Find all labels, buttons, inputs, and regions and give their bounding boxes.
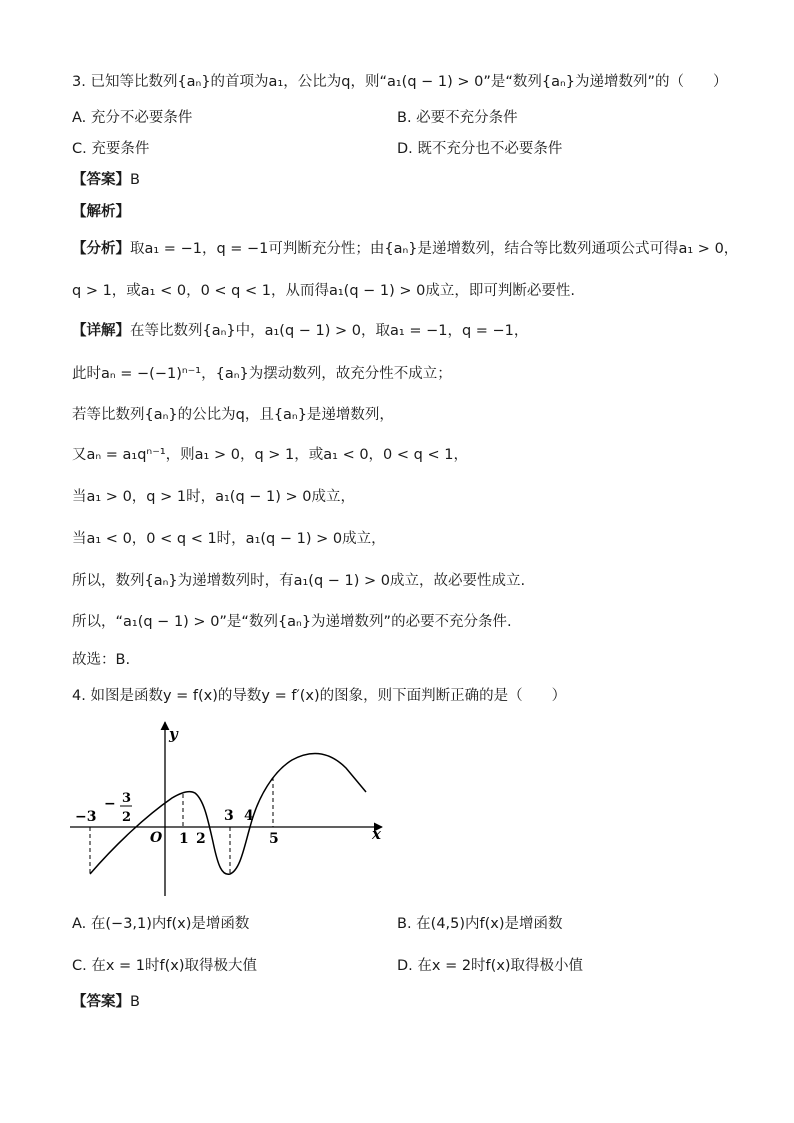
tick-label-1: 1 [179,831,189,847]
q3-xiangjie-line-7: 所以，数列{aₙ}为递增数列时，有a₁(q − 1) > 0成立，故必要性成立. [72,573,526,589]
q3-option-b: B. 必要不充分条件 [397,110,518,126]
answer-value: B [130,172,140,188]
tick-label-3: 3 [224,808,234,824]
xiangjie-tag: 【详解】 [72,323,130,339]
tick-label-frac-num: 3 [122,791,132,806]
tick-label-neg3: −3 [75,809,97,825]
tick-label-neg-sign: − [104,796,116,812]
q4-option-b: B. 在(4,5)内f(x)是增函数 [397,916,563,932]
xiangjie-text-1: 在等比数列{aₙ}中，a₁(q − 1) > 0，取a₁ = −1，q = −1， [130,323,529,339]
fenxi-text-1: 取a₁ = −1，q = −1可判断充分性；由{aₙ}是递增数列，结合等比数列通项公式可得a₁ > 0， [130,241,739,257]
answer-tag: 【答案】 [72,994,130,1010]
q4-option-a: A. 在(−3,1)内f(x)是增函数 [72,916,250,932]
q3-xiangjie-line-8: 所以，“a₁(q − 1) > 0”是“数列{aₙ}为递增数列”的必要不充分条件. [72,614,512,630]
tick-label-frac-den: 2 [122,810,132,825]
origin-label: O [150,830,163,846]
q3-xiangjie-line-4: 又aₙ = a₁qⁿ⁻¹，则a₁ > 0，q > 1，或a₁ < 0，0 < q < 1， [72,447,468,463]
fenxi-tag: 【分析】 [72,241,130,257]
q4-stem: 4. 如图是函数y = f(x)的导数y = f′(x)的图象，则下面判断正确的是（ ） [72,688,567,704]
q3-fenxi-line-1 [72,239,738,259]
q3-xiangjie-line-3: 若等比数列{aₙ}的公比为q，且{aₙ}是递增数列， [72,407,394,423]
q3-xiangjie-line-1 [72,321,528,341]
q3-xiangjie-line-9: 故选：B. [72,652,131,668]
q4-answer [72,992,140,1012]
q3-xiangjie-line-6: 当a₁ < 0，0 < q < 1时，a₁(q − 1) > 0成立， [72,531,386,547]
y-axis-label: y [169,725,178,743]
q3-xiangjie-line-2: 此时aₙ = −(−1)ⁿ⁻¹，{aₙ}为摆动数列，故充分性不成立； [72,366,452,382]
analysis-tag: 【解析】 [72,204,130,220]
q3-stem: 3. 已知等比数列{aₙ}的首项为a₁，公比为q，则“a₁(q − 1) > 0”是“数列{aₙ}为递增数列”的（ ） [72,74,728,90]
q3-option-d: D. 既不充分也不必要条件 [397,141,563,157]
q4-option-c: C. 在x = 1时f(x)取得极大值 [72,958,258,974]
tick-label-2: 2 [196,831,206,847]
q3-fenxi-line-2: q > 1，或a₁ < 0，0 < q < 1，从而得a₁(q − 1) > 0成立，即可判断必要性. [72,283,575,299]
tick-label-5: 5 [269,831,279,847]
derivative-graph [66,716,396,906]
q3-analysis-title [72,202,130,222]
answer-tag: 【答案】 [72,172,130,188]
x-axis-label: x [372,825,381,843]
q3-option-a: A. 充分不必要条件 [72,110,193,126]
q3-answer [72,170,140,190]
answer-value: B [130,994,140,1010]
q3-xiangjie-line-5: 当a₁ > 0，q > 1时，a₁(q − 1) > 0成立， [72,489,355,505]
tick-label-4: 4 [244,808,254,824]
q3-option-c: C. 充要条件 [72,141,150,157]
q4-option-d: D. 在x = 2时f(x)取得极小值 [397,958,584,974]
